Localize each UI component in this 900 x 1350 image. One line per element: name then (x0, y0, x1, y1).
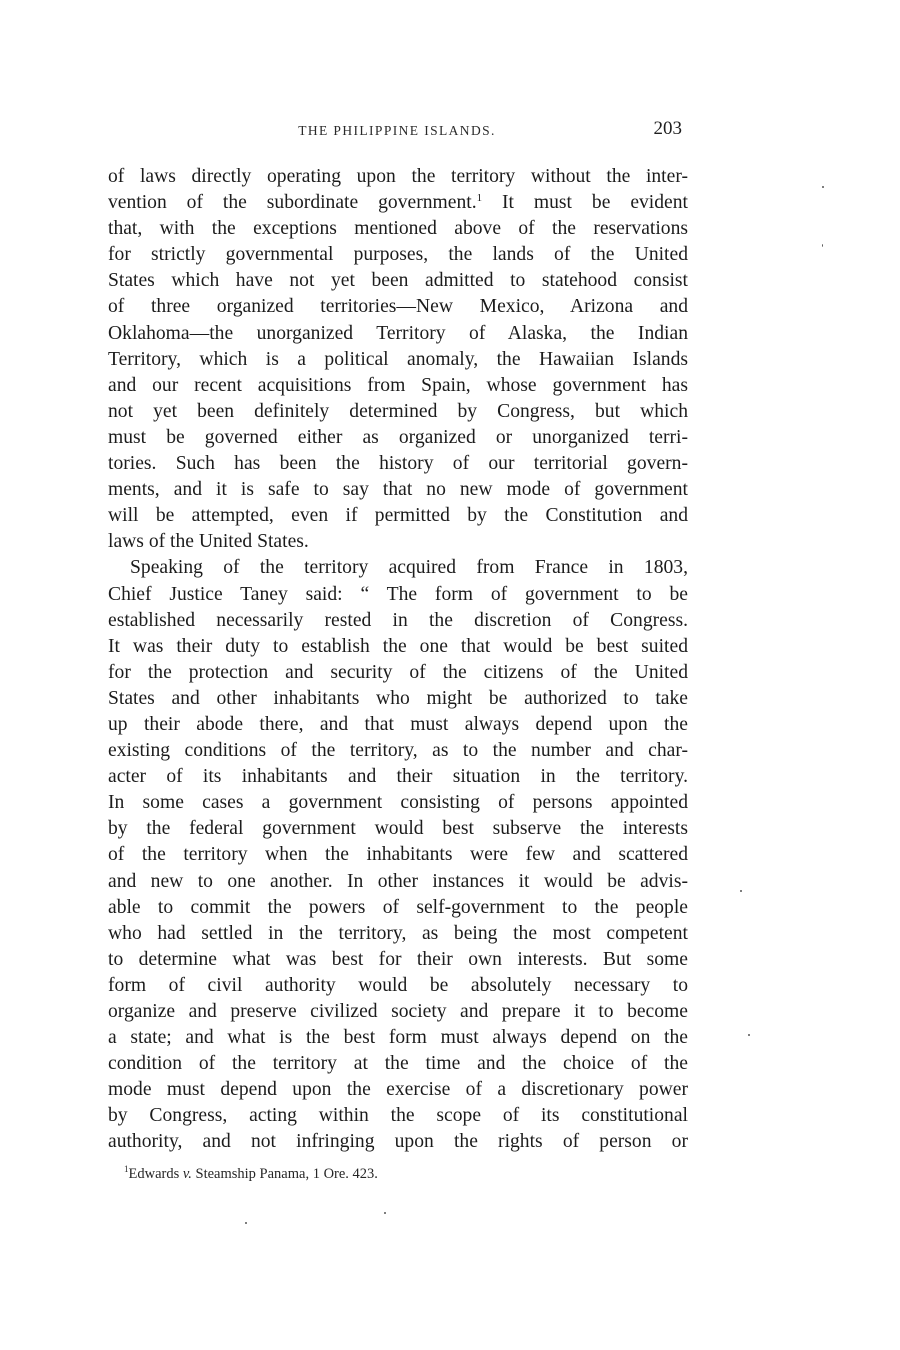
text-line: form of civil authority would be absolutely necessary to (108, 974, 688, 996)
text-line: a state; and what is the best form must always depend on the (108, 1027, 688, 1049)
scan-speck (384, 1212, 386, 1214)
body-text (108, 164, 688, 1156)
text-line: laws of the United States. (108, 531, 309, 553)
text-line: condition of the territory at the time and the choice of the (108, 1053, 688, 1075)
text-line: must be governed either as organized or unorganized terri- (108, 426, 688, 448)
text-line: for strictly governmental purposes, the lands of the United (108, 244, 688, 266)
text-line (108, 190, 688, 216)
text-line: authority, and not infringing upon the rights of person or (108, 1131, 688, 1153)
text-line: States which have not yet been admitted to statehood consist (108, 270, 688, 292)
text-line: acter of its inhabitants and their situation in the territory. (108, 766, 688, 788)
scan-speck (822, 186, 824, 188)
text-line: will be attempted, even if permitted by the Constitution and (108, 505, 688, 527)
text-line: Oklahoma—the unorganized Territory of Alaska, the Indian (108, 322, 688, 344)
text-line: not yet been definitely determined by Congress, but which (108, 400, 688, 422)
text-line: States and other inhabitants who might be authorized to take (108, 687, 688, 709)
text-segment: vention of the subordinate government. (108, 192, 477, 214)
text-line: established necessarily rested in the discretion of Congress. (108, 609, 688, 631)
text-line: organize and preserve civilized society and prepare it to become (108, 1001, 688, 1022)
scan-speck (245, 1222, 247, 1224)
text-line: up their abode there, and that must always depend upon the (108, 713, 688, 735)
footnote-mark: 1 (124, 1164, 129, 1174)
scan-speck (822, 244, 823, 247)
text-line: by Congress, acting within the scope of its constitutional (108, 1105, 688, 1127)
text-line: existing conditions of the territory, as to the number and char- (108, 740, 688, 762)
text-line: for the protection and security of the citizens of the United (108, 661, 688, 683)
text-line: and our recent acquisitions from Spain, whose government has (108, 374, 688, 396)
text-line: and new to one another. In other instances it would be advis- (108, 870, 688, 892)
text-line: It was their duty to establish the one that would be best suited (108, 635, 688, 657)
text-line: able to commit the powers of self-government to the people (108, 896, 688, 918)
text-line: to determine what was best for their own interests. But some (108, 948, 688, 970)
page-number: 203 (653, 118, 682, 139)
text-line: by the federal government would best subserve the interests (108, 818, 688, 840)
running-head (108, 118, 686, 144)
footnote (124, 1166, 378, 1183)
text-line: who had settled in the territory, as being the most competent (108, 922, 688, 944)
text-line: tories. Such has been the history of our territorial govern- (108, 453, 688, 475)
running-title: THE PHILIPPINE ISLANDS. (298, 123, 496, 138)
scan-speck (740, 890, 742, 892)
text-line: mode must depend upon the exercise of a discretionary power (108, 1079, 688, 1101)
scan-speck (748, 1034, 750, 1036)
footnote-reference: 1 (476, 192, 483, 205)
text-line: of the territory when the inhabitants were few and scattered (108, 844, 688, 866)
footnote-italic: v. (182, 1166, 192, 1182)
text-line: Speaking of the territory acquired from France in 1803, (130, 557, 688, 579)
footnote-text: Steamship Panama, 1 Ore. 423. (191, 1166, 378, 1182)
text-segment: It must be evident (482, 192, 688, 214)
text-line: Chief Justice Taney said: “ The form of government to be (108, 583, 688, 605)
text-line: ments, and it is safe to say that no new mode of government (108, 479, 688, 501)
text-line: that, with the exceptions mentioned above of the reservations (108, 218, 688, 240)
text-line: of laws directly operating upon the territory without the inter- (108, 166, 688, 187)
footnote-text: Edwards (128, 1166, 183, 1182)
text-line: In some cases a government consisting of persons appointed (108, 792, 688, 814)
text-line: Territory, which is a political anomaly, the Hawaiian Islands (108, 348, 688, 370)
text-line: of three organized territories—New Mexico, Arizona and (108, 296, 688, 318)
